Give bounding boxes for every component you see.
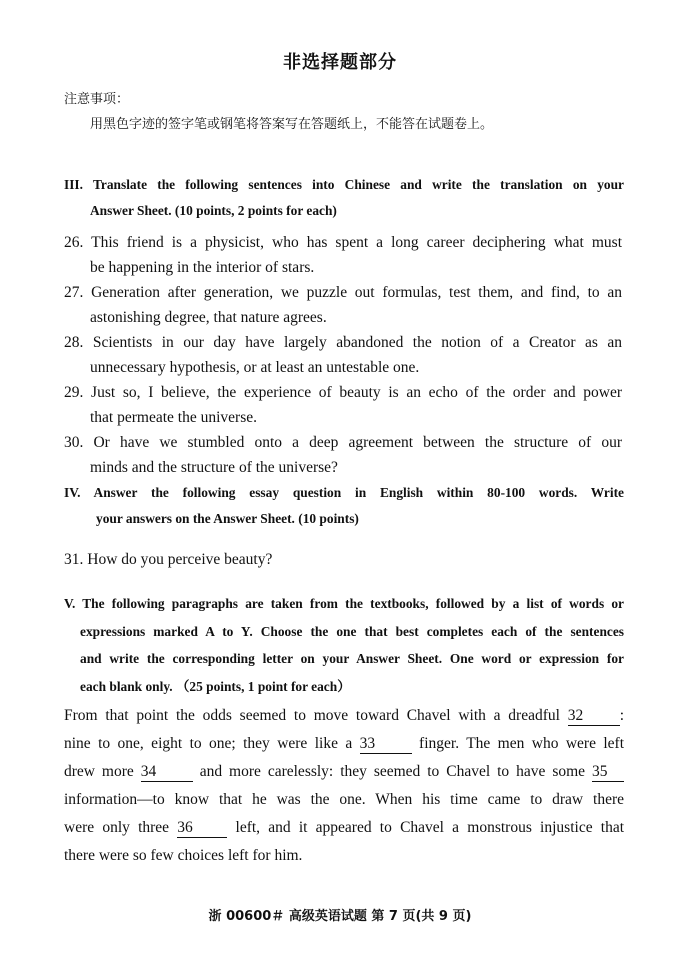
question-29-line-1: 29. Just so, I believe, the experience of beauty is an echo of the order and power [64,384,622,401]
notice-heading: 注意事项： [64,92,130,107]
question-30 [64,430,622,480]
question-30-line-1: 30. Or have we stumbled onto a deep agreement between the structure of our [64,434,622,451]
passage-text: From that point the odds seemed to move toward Chavel with a dreadful [64,707,560,724]
section-5-instructions [64,590,624,700]
passage-line-1 [64,702,624,730]
section-4-line-1: IV. Answer the following essay question in English within 80-100 words. Write [64,485,624,500]
question-27-line-2: astonishing degree, that nature agrees. [90,309,327,326]
passage-text: finger. The men who were left [419,735,625,752]
section-4-instructions [64,480,624,532]
page-footer: 浙 00600＃ 高级英语试题 第 7 页(共 9 页) [208,909,472,924]
blank-35: 35 [592,763,624,782]
section-3-line-1: III. Translate the following sentences into Chinese and write the translation on your [64,177,624,192]
blank-36: 36 [177,819,227,838]
question-29 [64,380,622,430]
question-29-line-2: that permeate the universe. [90,409,257,426]
blank-33: 33 [360,735,412,754]
question-27 [64,280,622,330]
passage-line-3 [64,758,624,786]
passage-line-5 [64,814,624,842]
passage-text: nine to one, eight to one; they were like a [64,735,353,752]
section-3-line-2: Answer Sheet. (10 points, 2 points for each) [90,203,337,218]
section-5-line-2: expressions marked A to Y. Choose the one that best completes each of the sentences [80,623,624,639]
page-title: 非选择题部分 [283,52,397,73]
question-28 [64,330,622,380]
question-27-line-1: 27. Generation after generation, we puzzle out formulas, test them, and find, to an [64,284,622,301]
question-26-line-1: 26. This friend is a physicist, who has spent a long career deciphering what must [64,234,622,251]
question-31 [64,547,622,572]
passage-text: left, and it appeared to Chavel a monstrous injustice that [235,819,625,836]
blank-34: 34 [141,763,193,782]
passage-line-6: there were so few choices left for him. [64,847,303,864]
section-4-line-2: your answers on the Answer Sheet. (10 points) [96,511,359,526]
passage-text: were only three [64,819,170,836]
section-5-line-4: each blank only. （25 points, 1 point for each） [80,678,351,694]
passage-text: and more carelessly: they seemed to Chavel to have some [199,763,586,780]
notice-text: 用黑色字迹的签字笔或钢笔将答案写在答题纸上，不能答在试题卷上。 [90,117,494,132]
passage-line-4: information—to know that he was the one. When his time came to draw there [64,791,624,808]
question-30-line-2: minds and the structure of the universe? [90,459,338,476]
question-28-line-2: unnecessary hypothesis, or at least an untestable one. [90,359,420,376]
question-31-text: 31. How do you perceive beauty? [64,551,273,568]
section-5-line-3: and write the corresponding letter on your Answer Sheet. One word or expression for [80,651,624,666]
blank-32: 32 [568,707,620,726]
question-26-line-2: be happening in the interior of stars. [90,259,315,276]
passage-text: : [619,707,625,724]
question-26 [64,230,622,280]
passage-line-2 [64,730,624,758]
section-5-line-1: V. The following paragraphs are taken from the textbooks, followed by a list of words or [64,596,624,611]
section-3-instructions [64,172,624,224]
cloze-passage [64,702,624,870]
passage-text: drew more [64,763,134,780]
question-28-line-1: 28. Scientists in our day have largely abandoned the notion of a Creator as an [64,334,622,351]
